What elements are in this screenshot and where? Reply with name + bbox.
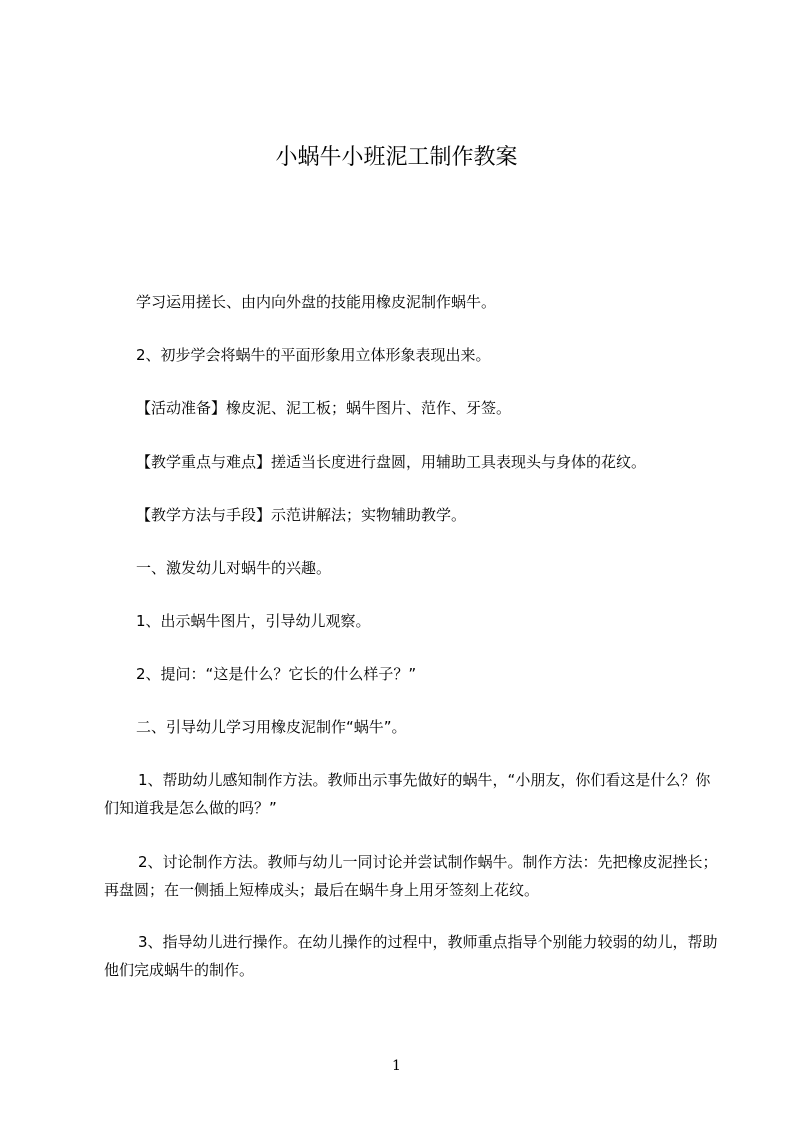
step-2-3: 3、指导幼儿进行操作。在幼儿操作的过程中，教师重点指导个别能力较弱的幼儿，帮助他们完成蜗牛的制作。 bbox=[104, 933, 718, 979]
teaching-focus: 【教学重点与难点】搓适当长度进行盘圆，用辅助工具表现头与身体的花纹。 bbox=[136, 453, 647, 471]
activity-preparation: 【活动准备】橡皮泥、泥工板；蜗牛图片、范作、牙签。 bbox=[136, 399, 512, 417]
section-heading-2: 二、引导幼儿学习用橡皮泥制作“蜗牛”。 bbox=[136, 718, 407, 736]
teaching-methods: 【教学方法与手段】示范讲解法；实物辅助教学。 bbox=[136, 506, 467, 524]
step-1-2: 2、提问：“这是什么？它长的什么样子？” bbox=[136, 665, 417, 683]
document-title: 小蜗牛小班泥工制作教案 bbox=[275, 145, 518, 170]
page-number: 1 bbox=[392, 1058, 401, 1074]
step-2-2: 2、讨论制作方法。教师与幼儿一同讨论并尝试制作蜗牛。制作方法：先把橡皮泥挫长；再盘圆；在一侧插上短棒成头；最后在蜗牛身上用牙签刻上花纹。 bbox=[104, 853, 718, 899]
step-2-1: 1、帮助幼儿感知制作方法。教师出示事先做好的蜗牛，“小朋友，你们看这是什么？你们知道我是怎么做的吗？” bbox=[104, 771, 711, 817]
objective-item-2: 2、初步学会将蜗牛的平面形象用立体形象表现出来。 bbox=[136, 346, 491, 364]
section-heading-1: 一、激发幼儿对蜗牛的兴趣。 bbox=[136, 559, 332, 577]
step-1-1: 1、出示蜗牛图片，引导幼儿观察。 bbox=[136, 612, 371, 630]
objective-paragraph: 学习运用搓长、由内向外盘的技能用橡皮泥制作蜗牛。 bbox=[136, 293, 497, 311]
